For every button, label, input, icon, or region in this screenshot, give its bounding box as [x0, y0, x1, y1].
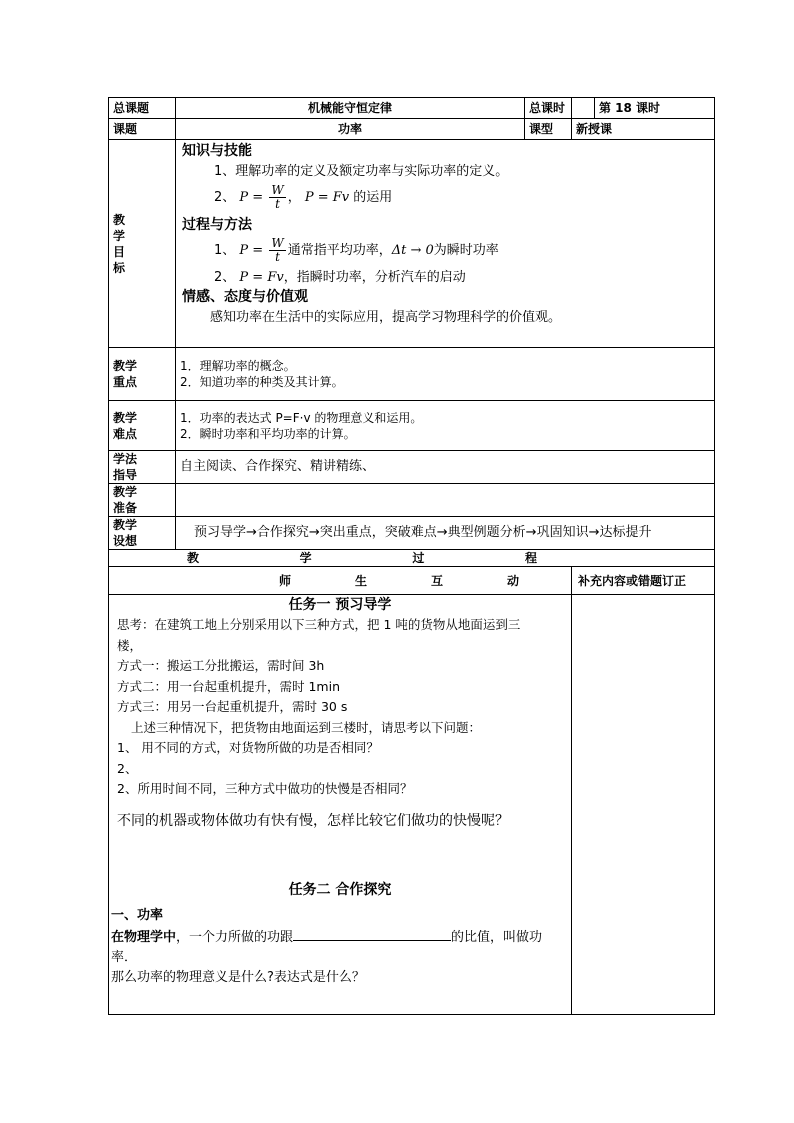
goal-line-2-prefix: 2、 [214, 190, 236, 205]
task1-question-2: 2、 [117, 760, 138, 776]
course-label: 总课题 [109, 98, 176, 119]
task1-method-1: 方式一：搬运工分批搬运，需时间 3h [117, 658, 325, 673]
goal-line-5: 感知功率在生活中的实际应用，提高学习物理科学的价值观。 [210, 310, 562, 325]
design-content: 预习导学→合作探究→突出重点，突破难点→典型例题分析→巩固知识→达标提升 [176, 517, 715, 550]
header-row-1 [109, 98, 715, 119]
key-points-label-1: 教学 [113, 359, 138, 373]
process-char-4: 程 [524, 551, 537, 565]
task1-question-3: 2、所用时间不同，三种方式中做功的快慢是否相同？ [117, 781, 413, 796]
task1-think-line-1: 思考：在建筑工地上分别采用以下三种方式，把 1 吨的货物从地面运到三 [117, 617, 521, 632]
side-notes-header: 补充内容或错题订正 [572, 567, 715, 595]
method-label [109, 451, 176, 484]
task2-definition [111, 926, 569, 948]
process-header-row [109, 550, 715, 567]
difficulties-label-2: 难点 [113, 426, 138, 441]
frac-num: W [271, 183, 284, 197]
key-points-label-2: 重点 [113, 375, 138, 389]
goal-line-4 [182, 267, 708, 288]
class-type-value: 新授课 [572, 119, 715, 140]
goal-heading-knowledge: 知识与技能 [182, 143, 252, 159]
interaction-chars [279, 573, 519, 589]
topic-title: 功率 [176, 119, 525, 140]
total-hours-label: 总课时 [525, 98, 572, 119]
formula-w-over-t-2 [269, 237, 285, 264]
process-char-2: 学 [299, 551, 312, 565]
key-point-1: 1．理解功率的概念。 [180, 359, 296, 373]
design-label [109, 517, 176, 550]
difficulties-label [109, 401, 176, 451]
goal-line-4-suffix: ，指瞬时功率，分析汽车的启动 [283, 270, 466, 285]
task1-think-line-2: 楼， [117, 637, 143, 653]
goal-line-3-prefix: 1、 [214, 243, 236, 258]
prep-label-1: 教学 [113, 485, 138, 499]
frac-den: t [275, 197, 280, 211]
task2-question: 那么功率的物理意义是什么?表达式是什么？ [111, 969, 365, 985]
interaction-char-2: 生 [354, 573, 367, 588]
difficulty-2: 2．瞬时功率和平均功率的计算。 [180, 426, 356, 441]
key-points-label [109, 348, 176, 401]
task2-definition-cont: 率． [111, 949, 138, 965]
course-title: 机械能守恒定律 [176, 98, 525, 119]
class-type-label: 课型 [525, 119, 572, 140]
lesson-plan-table [108, 97, 715, 1015]
process-chars [187, 550, 537, 566]
task1-method-2: 方式二：用一台起重机提升，需时 1min [117, 678, 340, 694]
prep-content [176, 484, 715, 517]
goals-content [176, 140, 715, 348]
goals-label-3: 目 [113, 244, 126, 259]
header-row-2 [109, 119, 715, 140]
goal-heading-attitude: 情感、态度与价值观 [182, 289, 308, 305]
fill-blank[interactable] [293, 926, 451, 941]
task1-intro: 上述三种情况下，把货物由地面运到三楼时，请思考以下问题： [131, 719, 482, 735]
design-label-1: 教学 [113, 518, 138, 532]
prep-label-2: 准备 [113, 501, 138, 515]
prep-label [109, 484, 176, 517]
formula-comma: ， [287, 190, 301, 205]
prep-row [109, 484, 715, 517]
design-label-2: 设想 [113, 534, 138, 548]
goal-line-3-mid: 通常指平均功率， [287, 243, 392, 258]
formula-pfv: P = Fv [304, 190, 350, 205]
goal-line-4-prefix: 2、 [214, 270, 236, 285]
task2-section-title: 一、功率 [111, 907, 164, 923]
difficulties-row [109, 401, 715, 451]
interaction-header-row [109, 567, 715, 595]
task1-question-4: 不同的机器或物体做功有快有慢，怎样比较它们做功的快慢呢？ [117, 812, 509, 829]
goal-line-2 [182, 182, 708, 214]
key-points-content [176, 348, 715, 401]
task2-title: 任务二 合作探究 [288, 881, 392, 898]
frac-num-2: W [271, 236, 284, 250]
total-hours-value [572, 98, 595, 119]
goal-line-2-suffix: 的运用 [353, 190, 393, 205]
task1-question-1: 1、 用不同的方式，对货物所做的功是否相同？ [117, 740, 379, 755]
difficulty-1: 1．功率的表达式 P=F·v 的物理意义和运用。 [180, 410, 423, 425]
frac-den-2: t [275, 250, 280, 264]
method-label-2: 指导 [113, 468, 138, 482]
formula-w-over-t [269, 184, 285, 211]
side-notes-column [572, 595, 715, 1015]
formula-p-eq: P = [239, 190, 264, 205]
interaction-header [109, 567, 572, 595]
task2-definition-b: 的比值，叫做功 [451, 929, 543, 945]
task1-title: 任务一 预习导学 [288, 597, 392, 613]
interaction-char-4: 动 [506, 573, 519, 588]
difficulties-content [176, 401, 715, 451]
goal-line-1: 1、理解功率的定义及额定功率与实际功率的定义。 [214, 164, 509, 179]
main-content [109, 595, 572, 1015]
interaction-char-3: 互 [430, 573, 443, 588]
lesson-number: 第 18 课时 [595, 98, 715, 119]
task2-definition-a: ，一个力所做的功跟 [176, 929, 294, 945]
process-char-3: 过 [412, 551, 425, 565]
topic-label: 课题 [109, 119, 176, 140]
design-row [109, 517, 715, 550]
goal-line-3 [182, 235, 708, 267]
main-body-row [109, 595, 715, 1015]
process-char-1: 教 [187, 551, 200, 565]
interaction-char-1: 师 [279, 573, 292, 588]
formula-pfv-2: P = Fv [239, 270, 284, 285]
goal-line-3-suffix: 为瞬时功率 [433, 243, 499, 258]
key-points-row [109, 348, 715, 401]
goals-row [109, 140, 715, 348]
goals-label-4: 标 [113, 260, 126, 275]
formula-limit: Δt → 0 [391, 243, 434, 258]
formula-p-eq-2: P = [239, 243, 264, 258]
task1-method-3: 方式三：用另一台起重机提升，需时 30 s [117, 699, 348, 714]
goals-label-1: 教 [113, 212, 126, 227]
task2-definition-bold: 在物理学中 [111, 929, 177, 945]
method-row [109, 451, 715, 484]
method-label-1: 学法 [113, 452, 138, 466]
method-content: 自主阅读、合作探究、精讲精练、 [176, 451, 715, 484]
goal-heading-process: 过程与方法 [182, 217, 252, 233]
process-header [109, 550, 715, 567]
key-point-2: 2．知道功率的种类及其计算。 [180, 375, 344, 389]
difficulties-label-1: 教学 [113, 410, 138, 425]
goals-label-2: 学 [113, 228, 126, 243]
goals-label [109, 140, 176, 348]
